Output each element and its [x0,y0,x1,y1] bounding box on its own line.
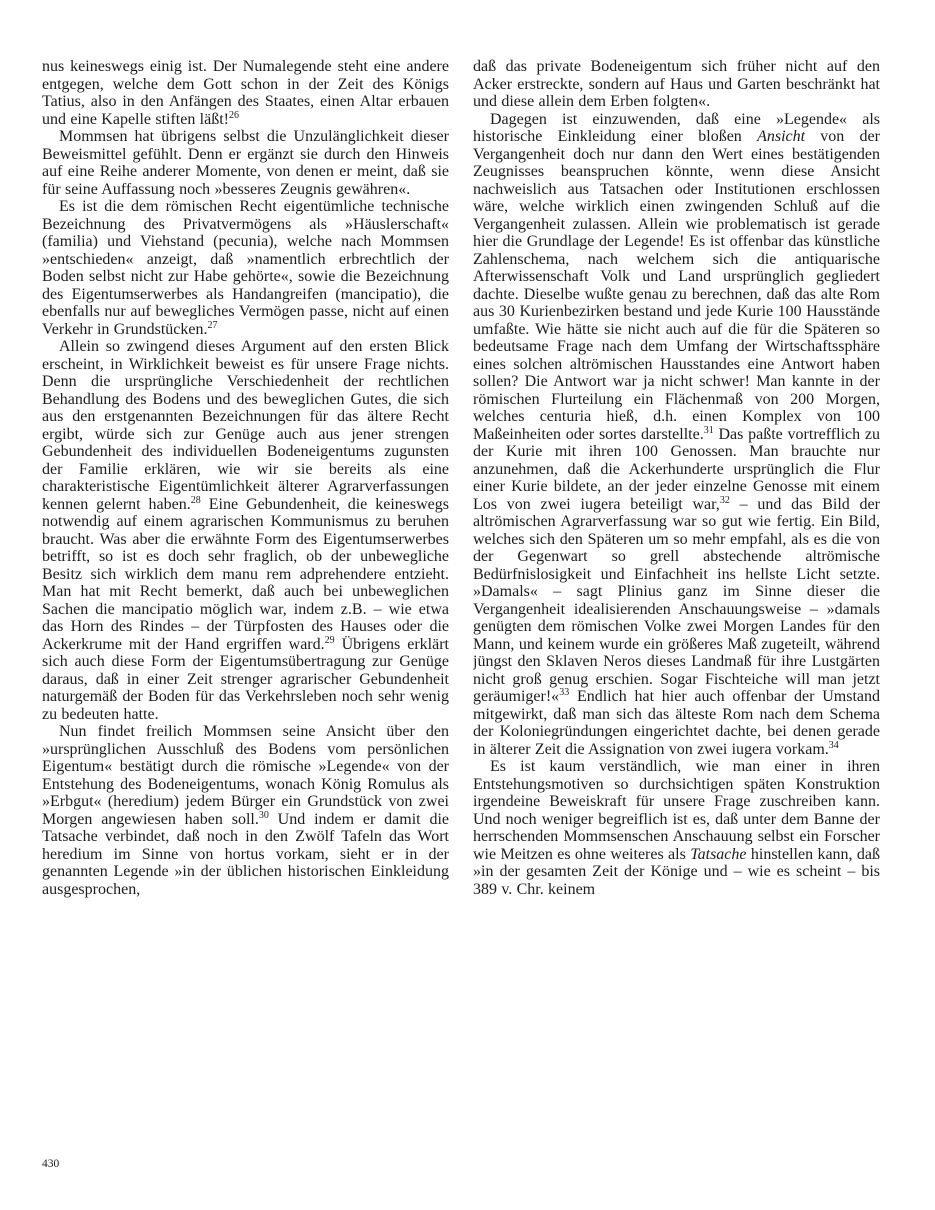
footnote-ref: 26 [229,109,239,121]
body-text: Nun findet freilich Mommsen seine Ansicht über den »ursprünglichen Ausschluß des Bodens vom persönlichen Eigentum« bestätigt durch die römische »Legende« von der Entstehung des Bodeneigentums, wonach König Romulus als »Erbgut« (heredium) jedem Bürger ein Grundstück von zwei Morgen angewiesen haben soll. [42,723,449,828]
body-text: Eine Gebundenheit, die keineswegs notwendig auf einem agrarischen Kommunismus zu beruhen braucht. Was aber die erwähnte Form des Eigentumserwerbes betrifft, so ist es doch sehr fraglich, ob der unbewegliche Besitz sich wirklich dem manu rem adprehendere entzieht. Man hat mit Recht bemerkt, daß auch bei unbeweglichen Sachen die mancipatio möglich war, indem z.B. – wie etwa das Horn des Rindes – der Türpfosten des Hauses oder die Ackerkrume mit der Hand ergriffen ward. [42,495,449,653]
paragraph [473,111,880,759]
body-text: Es ist kaum verständlich, wie man einer in ihren Entstehungsmotiven so durchsichtigen späten Konstruktion irgendeine Beweiskraft für unsere Frage zuschreiben kann. Und noch weniger begreiflich ist es, daß unter dem Banne der herrschenden Mommsenschen Anschauung selbst ein Forscher wie Meitzen es ohne weiteres als [473,758,880,863]
body-text: von der Vergangenheit doch nur dann den Wert eines bestätigenden Zeugnisses beanspruchen könnte, wenn diese Ansicht nachweislich aus Tatsachen oder Institutionen erschlossen wäre, welche wirklich einen zwingenden Schluß auf die Vergangenheit zulassen. Allein wie problematisch ist gerade hier die Grundlage der Legende! Es ist offenbar das künstliche Zahlenschema, nach welchem sich die antiquarische Afterwissenschaft Volk und Land ursprünglich gegliedert dachte. Dieselbe wußte genau zu berechnen, daß das alte Rom aus 30 Kurienbezirken bestand und jede Kurie 100 Hausstände umfaßte. Wie hätte sie nicht auch auf die für die Späteren so bedeutsame Frage nach dem Umfang der Wirtschaftssphäre eines solchen altrömischen Hausstandes eine Antwort haben sollen? Die Antwort war ja nicht schwer! Man kannte in der römischen Flurteilung ein Flächenmaß von 200 Morgen, welches centuria hieß, d.h. einen Komplex von 100 Maßeinheiten oder sortes darstellte. [473,128,880,443]
paragraph [473,758,880,898]
emphasized-text: Ansicht [757,128,806,145]
body-text: hinstellen kann, daß »in der gesamten Zeit der Könige und – wie es scheint – bis 389 v. Chr. keinem [473,845,880,898]
footnote-ref: 30 [258,809,269,821]
footnote-ref: 28 [190,494,201,506]
paragraph [42,58,449,128]
footnote-ref: 29 [324,634,335,646]
body-text: Mommsen hat übrigens selbst die Unzulänglichkeit dieser Beweismittel gefühlt. Denn er ergänzt sie durch den Hinweis auf eine Reihe anderer Momente, von denen er meint, daß sie für seine Auffassung noch »besseres Zeugnis gewähren«. [42,128,449,198]
body-text: Endlich hat hier auch offenbar der Umstand mitgewirkt, daß man sich das älteste Rom nach dem Schema der Koloniegründungen eingerichtet dachte, bei denen gerade in älterer Zeit die Assignation von zwei iugera vorkam. [473,688,880,758]
footnote-ref: 32 [719,494,730,506]
body-text: – und das Bild der altrömischen Agrarverfassung war so gut wie fertig. Ein Bild, welches sich den Späteren um so mehr empfahl, als es die von der Gegenwart so grell abstechende altrömische Bedürfnislosigkeit und Einfachheit ins hellste Licht setzte. »Damals« – sagt Plinius ganz im Sinne dieser die Vergangenheit idealisierenden Anschauungsweise – »damals genügten dem römischen Volke zwei Morgen Landes für den Mann, und keinem wurde ein größeres Maß zugeteilt, während jüngst den Sklaven Neros dieses Landmaß für ihre Lustgärten nicht groß genug erschien. Sogar Fischteiche will man jetzt geräumiger!« [473,495,880,705]
body-text: nus keineswegs einig ist. Der Numalegende steht eine andere entgegen, welche dem Gott schon in der Zeit des Königs Tatius, also in den Anfängen des Staates, einen Altar erbauen und eine Kapelle stiften läßt! [42,58,449,128]
footnote-ref: 27 [207,319,218,331]
text-area [42,58,880,1162]
left-column [42,58,449,1162]
footnote-ref: 33 [559,687,570,698]
paragraph [473,58,880,111]
body-text: Dagegen ist einzuwenden, daß eine »Legende« als historische Einkleidung einer bloßen [473,110,880,145]
body-text: Es ist die dem römischen Recht eigentümliche technische Bezeichnung des Privatvermögens als »Häuslerschaft« (familia) und Viehstand (pecunia), welche nach Mommsen »entschieden« anzeigt, daß »namentlich erbrechtlich der Boden selbst nicht zur Habe gehörte«, sowie die Bezeichnung des Eigentumserwerbes als Handangreifen (mancipatio), die ebenfalls nur auf bewegliches Vermögen passe, nicht auf einen Verkehr in Grundstücken. [42,198,449,338]
footnote-ref: 31 [703,424,714,436]
body-text: Und indem er damit die Tatsache verbindet, daß noch in den Zwölf Tafeln das Wort heredium im Sinne von hortus vorkam, sieht er in der genannten Legende »in der üblichen historischen Einkleidung ausgesprochen, [42,810,449,898]
right-column [473,58,880,1162]
body-text: daß das private Bodeneigentum sich früher nicht auf den Acker erstreckte, sondern auf Haus und Garten beschränkt hat und diese allein dem Erben folgten«. [473,58,880,110]
paragraph [42,723,449,898]
body-text: Allein so zwingend dieses Argument auf den ersten Blick erscheint, in Wirklichkeit beweist es für unsere Frage nichts. Denn die ursprüngliche Verschiedenheit der rechtlichen Behandlung des Bodens und des beweglichen Gutes, die sich aus den erstgenannten Bezeichnungen für das ältere Recht ergibt, würde sich zur Genüge auch aus jener strengen Gebundenheit des individuellen Bodeneigentums zugunsten der Familie erklären, wie wir sie bereits als eine charakteristische Eigentümlichkeit älterer Agrarverfassungen kennen gelernt haben. [42,338,449,513]
footnote-ref: 34 [828,739,839,751]
body-text: Übrigens erklärt sich auch diese Form der Eigentumsübertragung zur Genüge daraus, daß in einer Zeit strenger agrarischer Gebundenheit naturgemäß der Boden für das Verkehrsleben noch sehr wenig zu bedeuten hatte. [42,635,449,723]
paragraph [42,198,449,338]
paragraph [42,338,449,723]
page-number: 430 [42,1158,60,1170]
paragraph [42,128,449,198]
emphasized-text: Tatsache [690,845,747,863]
body-text: Das paßte vortrefflich zu der Kurie mit ihren 100 Genossen. Man brauchte nur anzunehmen, daß die Ackerhunderte ursprünglich die Flur einer Kurie bildete, an der jeder einzelne Genosse mit einem Los von zwei iugera beteiligt war, [473,425,880,513]
